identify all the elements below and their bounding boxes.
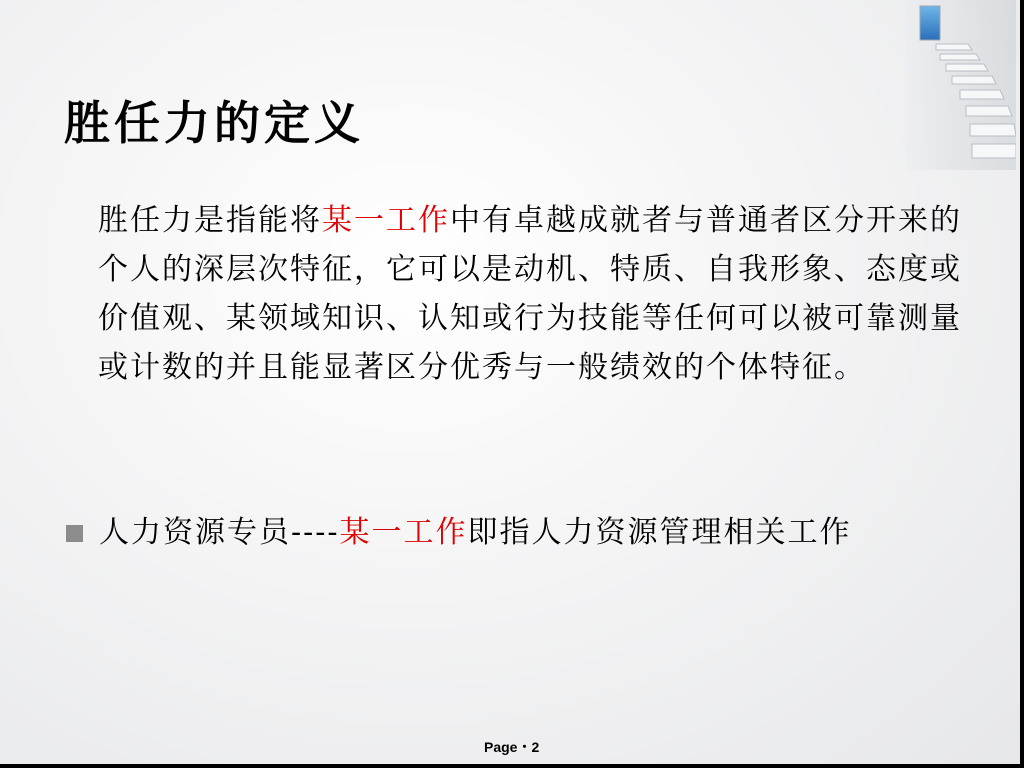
definition-paragraph <box>98 196 968 392</box>
bullet-suffix: 即指人力资源管理相关工作 <box>467 515 852 550</box>
staircase-image <box>906 0 1016 170</box>
bullet-item <box>66 510 852 556</box>
slide-title: 胜任力的定义 <box>64 96 364 150</box>
definition-highlight: 某一工作 <box>322 203 450 238</box>
definition-text-end: 中有卓越成就者与普通者区分开来的个人的深层次特征，它可以是动机、特质、自我形象、态度或价值观、某领域知识、认知或行为技能等任何可以被可靠测量或计数的并且能显著区分优秀与一般绩效的个体特征。 <box>98 203 962 385</box>
definition-text-start: 胜任力是指能将 <box>98 203 322 238</box>
page-number: Page・2 <box>484 739 540 755</box>
bullet-prefix: 人力资源专员---- <box>99 515 340 550</box>
square-bullet-icon <box>66 525 83 542</box>
bullet-highlight: 某一工作 <box>339 515 468 550</box>
